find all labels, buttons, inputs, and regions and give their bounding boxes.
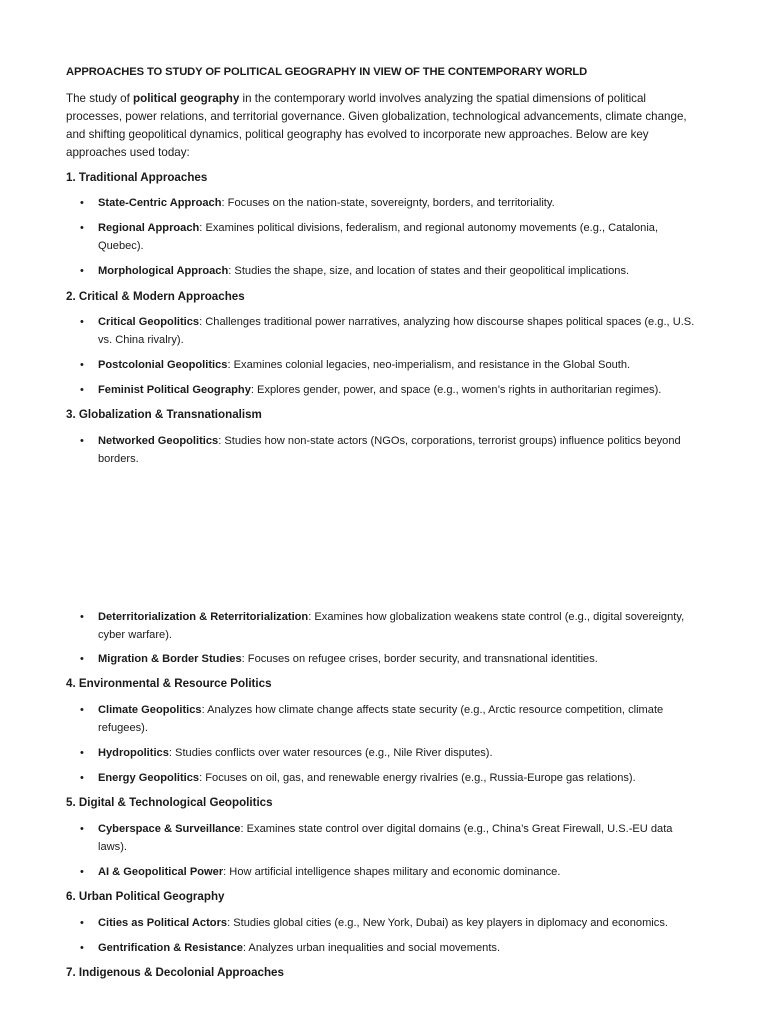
bullet-icon: • <box>80 747 84 759</box>
document-title: APPROACHES TO STUDY OF POLITICAL GEOGRAPHY IN VIEW OF THE CONTEMPORARY WORLD <box>66 66 588 78</box>
list-item <box>98 863 698 881</box>
bullet-icon: • <box>80 866 84 878</box>
intro-paragraph <box>66 90 696 162</box>
item-desc: : Studies global cities (e.g., New York, Dubai) as key players in diplomacy and economics. <box>227 917 668 929</box>
section-heading-5: 5. Digital & Technological Geopolitics <box>66 796 273 809</box>
item-desc: : Examines political divisions, federalism, and regional autonomy movements (e.g., Catalonia, Quebec). <box>98 222 659 252</box>
bullet-icon: • <box>80 384 84 396</box>
section-heading-1: 1. Traditional Approaches <box>66 171 208 184</box>
item-term: Postcolonial Geopolitics <box>98 359 228 371</box>
item-term: Climate Geopolitics <box>98 704 202 716</box>
bullet-icon: • <box>80 653 84 665</box>
list-item <box>98 650 698 668</box>
list-item <box>98 381 698 399</box>
list-item <box>98 744 698 762</box>
item-term: Feminist Political Geography <box>98 384 251 396</box>
item-desc: : Focuses on the nation-state, sovereignty, borders, and territoriality. <box>221 197 555 209</box>
item-term: Energy Geopolitics <box>98 772 200 784</box>
item-desc: : Focuses on oil, gas, and renewable energy rivalries (e.g., Russia-Europe gas relations). <box>199 772 636 784</box>
list-item <box>98 914 698 932</box>
bullet-icon: • <box>80 772 84 784</box>
bullet-icon: • <box>80 435 84 447</box>
item-term: Cities as Political Actors <box>98 917 228 929</box>
list-item <box>98 219 698 255</box>
item-desc: : Examines state control over digital domains (e.g., China’s Great Firewall, U.S.-EU data laws). <box>98 823 673 853</box>
list-item <box>98 356 698 374</box>
item-desc: : Studies how non-state actors (NGOs, corporations, terrorist groups) influence politics beyond borders. <box>98 435 681 465</box>
list-item <box>98 769 698 787</box>
item-term: Hydropolitics <box>98 747 169 759</box>
list-item <box>98 608 698 644</box>
item-desc: : How artificial intelligence shapes military and economic dominance. <box>223 866 561 878</box>
list-item <box>98 820 698 856</box>
bullet-icon: • <box>80 823 84 835</box>
bullet-icon: • <box>80 359 84 371</box>
bullet-icon: • <box>80 611 84 623</box>
list-item <box>98 939 698 957</box>
item-term: Deterritorialization & Reterritorialization <box>98 611 309 623</box>
section-heading-4: 4. Environmental & Resource Politics <box>66 677 272 690</box>
item-desc: : Analyzes how climate change affects state security (e.g., Arctic resource competition, climate refugees). <box>98 704 664 734</box>
item-term: Cyberspace & Surveillance <box>98 823 241 835</box>
item-term: AI & Geopolitical Power <box>98 866 224 878</box>
bullet-icon: • <box>80 917 84 929</box>
bullet-icon: • <box>80 265 84 277</box>
item-desc: : Analyzes urban inequalities and social movements. <box>242 942 501 954</box>
intro-text-pre: The study of <box>66 92 134 105</box>
list-item <box>98 432 698 468</box>
item-desc: : Explores gender, power, and space (e.g., women’s rights in authoritarian regimes). <box>250 384 662 396</box>
bullet-icon: • <box>80 316 84 328</box>
list-item <box>98 701 698 737</box>
intro-text-post: in the contemporary world involves analyzing the spatial dimensions of political processes, power relations, and territorial governance. Given globalization, technological advancements, climate change, and shifting geopolitical dynamics, political geography has evolved to incorporate new approaches. Below are key approaches used today: <box>66 92 687 159</box>
bullet-icon: • <box>80 197 84 209</box>
section-heading-3: 3. Globalization & Transnationalism <box>66 408 262 421</box>
item-term: Morphological Approach <box>98 265 229 277</box>
item-term: Migration & Border Studies <box>98 653 242 665</box>
item-term: Critical Geopolitics <box>98 316 200 328</box>
item-desc: : Examines how globalization weakens state control (e.g., digital sovereignty, cyber warfare). <box>98 611 685 641</box>
section-heading-6: 6. Urban Political Geography <box>66 890 225 903</box>
item-desc: : Challenges traditional power narratives, analyzing how discourse shapes political spaces (e.g., U.S. vs. China rivalry). <box>98 316 695 346</box>
item-term: State-Centric Approach <box>98 197 222 209</box>
list-item <box>98 313 698 349</box>
bullet-icon: • <box>80 704 84 716</box>
list-item <box>98 194 698 212</box>
item-desc: : Studies conflicts over water resources (e.g., Nile River disputes). <box>168 747 493 759</box>
bullet-icon: • <box>80 222 84 234</box>
item-term: Networked Geopolitics <box>98 435 219 447</box>
item-desc: : Studies the shape, size, and location of states and their geopolitical implications. <box>228 265 630 277</box>
item-term: Regional Approach <box>98 222 200 234</box>
section-heading-7: 7. Indigenous & Decolonial Approaches <box>66 966 284 979</box>
section-heading-2: 2. Critical & Modern Approaches <box>66 290 245 303</box>
intro-bold-term: political geography <box>133 92 240 105</box>
bullet-icon: • <box>80 942 84 954</box>
item-desc: : Focuses on refugee crises, border security, and transnational identities. <box>241 653 598 665</box>
list-item <box>98 262 698 280</box>
item-desc: : Examines colonial legacies, neo-imperialism, and resistance in the Global South. <box>227 359 631 371</box>
item-term: Gentrification & Resistance <box>98 942 243 954</box>
